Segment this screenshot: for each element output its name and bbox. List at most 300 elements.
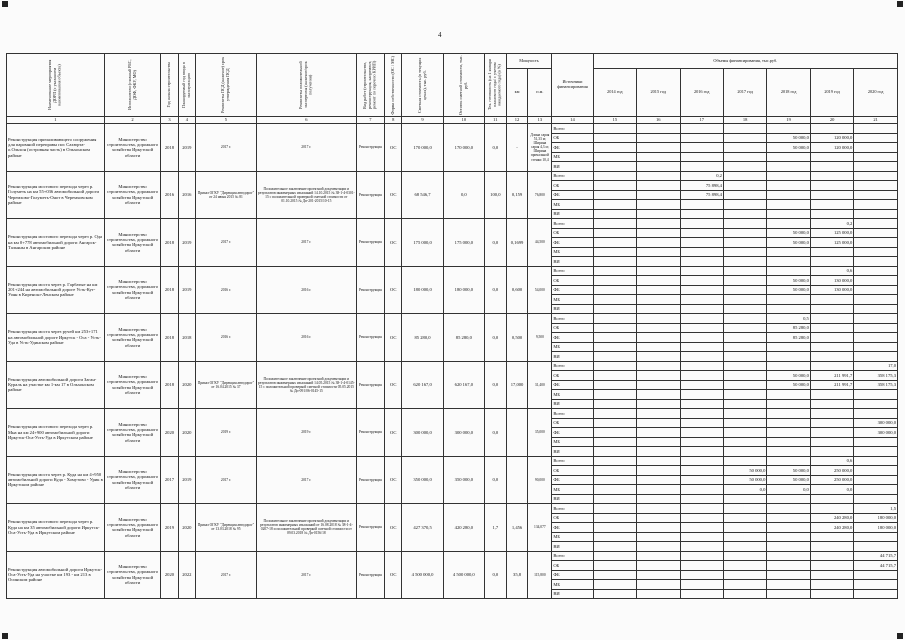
funding-value <box>767 219 810 229</box>
funding-value <box>854 228 898 238</box>
executor: Министерство строительства, дорожного хозяйства Иркутской области <box>104 361 160 409</box>
funding-value <box>680 561 723 571</box>
funding-value <box>680 162 723 172</box>
funding-value <box>723 380 766 390</box>
funding-value <box>637 437 680 447</box>
funding-value <box>637 209 680 219</box>
funding-value <box>637 333 680 343</box>
table-row <box>7 314 898 324</box>
psd-details: 2019 г. <box>196 409 257 457</box>
funding-value <box>767 542 810 552</box>
funding-value: 211 991,7 <box>810 380 853 390</box>
funding-value <box>593 124 636 134</box>
funding-value <box>637 371 680 381</box>
funding-value: 130 000,0 <box>810 276 853 286</box>
funding-value <box>767 200 810 210</box>
funding-value <box>723 342 766 352</box>
funding-value <box>810 181 853 191</box>
table-row <box>7 409 898 419</box>
column-number: 12 <box>506 117 528 124</box>
funding-value <box>680 390 723 400</box>
column-number: 16 <box>637 117 680 124</box>
funding-value: 50 000,0 <box>723 475 766 485</box>
funding-value <box>680 200 723 210</box>
funding-value <box>637 257 680 267</box>
funding-value <box>854 295 898 305</box>
funding-value <box>767 504 810 514</box>
funding-value: 130 000,0 <box>810 285 853 295</box>
readiness: 0,0 <box>484 409 506 457</box>
funding-source-label: ФБ <box>552 143 593 153</box>
table-row <box>7 124 898 134</box>
end-year: 2016 <box>178 171 195 219</box>
funding-value <box>593 361 636 371</box>
funding-value <box>680 257 723 267</box>
funding-value <box>767 589 810 599</box>
funding-value <box>680 485 723 495</box>
funding-value <box>637 418 680 428</box>
funding-value <box>723 181 766 191</box>
psd-details: Приказ ОГКУ "Дирекция автодорог" от 13.03.2018 № 95 <box>196 504 257 552</box>
funding-value <box>637 295 680 305</box>
remaining-cost: 0,0 <box>443 171 484 219</box>
funding-source-label: МБ <box>552 532 593 542</box>
funding-value <box>637 124 680 134</box>
funding-value <box>593 551 636 561</box>
funding-value <box>854 532 898 542</box>
funding-value <box>767 456 810 466</box>
funding-value <box>767 570 810 580</box>
funding-value <box>680 399 723 409</box>
column-number: 1 <box>7 117 105 124</box>
table-row <box>7 171 898 181</box>
funding-value <box>680 475 723 485</box>
funding-value <box>680 314 723 324</box>
work-type: Реконструкция <box>356 456 384 504</box>
funding-source-label: ВИ <box>552 399 593 409</box>
psd-details: Приказ ОГКУ "Дирекция автодорог" от 16.04.2015 № 37 <box>196 361 257 409</box>
funding-value: 180 000,0 <box>854 523 898 533</box>
funding-value <box>593 238 636 248</box>
funding-value: 17,0 <box>854 361 898 371</box>
funding-value <box>767 171 810 181</box>
funding-value <box>767 247 810 257</box>
funding-value <box>810 190 853 200</box>
ownership: ОС <box>385 361 402 409</box>
col-header-pm: п.м. <box>528 69 552 117</box>
funding-value <box>637 238 680 248</box>
funding-value <box>810 580 853 590</box>
estimated-cost: 4 500 000,0 <box>402 551 443 599</box>
funding-value <box>593 466 636 476</box>
funding-value <box>723 257 766 267</box>
remaining-cost: 175 000,0 <box>443 219 484 267</box>
funding-value <box>680 428 723 438</box>
funding-value <box>680 143 723 153</box>
funding-value <box>810 162 853 172</box>
column-number: 8 <box>385 117 402 124</box>
funding-value <box>810 570 853 580</box>
funding-value <box>637 190 680 200</box>
col-header-year: 2018 год <box>767 69 810 117</box>
ownership: ОС <box>385 124 402 172</box>
funding-source-label: ФБ <box>552 380 593 390</box>
funding-value <box>854 181 898 191</box>
funding-value <box>854 342 898 352</box>
funding-value: 50 000,0 <box>767 285 810 295</box>
capacity-pm: Длина сарая 51,33 м; Ширина сарая 4,3 м; Ширина причальной стенки 10,4 <box>528 124 552 172</box>
funding-value <box>810 295 853 305</box>
funding-value <box>723 570 766 580</box>
funding-value <box>637 580 680 590</box>
column-number: 19 <box>767 117 810 124</box>
work-type: Реконструкция <box>356 361 384 409</box>
scan-mark <box>897 1 903 7</box>
funding-value <box>637 551 680 561</box>
funding-value <box>593 589 636 599</box>
funding-value <box>593 266 636 276</box>
funding-source-label: ВИ <box>552 209 593 219</box>
col-header-rest: Остаток сметной стоимости, тыс. руб. <box>443 54 484 117</box>
funding-value <box>723 152 766 162</box>
funding-value <box>854 475 898 485</box>
funding-value <box>854 409 898 419</box>
funding-value <box>680 152 723 162</box>
funding-value <box>723 124 766 134</box>
readiness: 0,0 <box>484 266 506 314</box>
column-number: 7 <box>356 117 384 124</box>
estimated-cost: 175 000,0 <box>402 219 443 267</box>
project-name: Реконструкция моста через ручей км 253+171 на автомобильной дороге Иркутск - Оса - Усть-Уда в Усть-Удинском районе <box>7 314 105 362</box>
expertise-details: 2016 г. <box>256 314 356 362</box>
col-header-year: 2015 год <box>637 69 680 117</box>
column-number: 6 <box>256 117 356 124</box>
column-number: 17 <box>680 117 723 124</box>
funding-value <box>810 504 853 514</box>
work-type: Реконструкция <box>356 266 384 314</box>
funding-value <box>854 124 898 134</box>
funding-value <box>593 513 636 523</box>
funding-value: 50 000,0 <box>767 238 810 248</box>
psd-details: 2017 г. <box>196 551 257 599</box>
col-header-readiness: Тех. готовность (на 1 января планового года/ с учетом ожидаемого года) (в %) <box>484 54 506 117</box>
ownership: ОС <box>385 456 402 504</box>
funding-value <box>680 266 723 276</box>
funding-value <box>637 542 680 552</box>
work-type: Реконструкция <box>356 504 384 552</box>
column-number: 15 <box>593 117 636 124</box>
funding-value <box>593 143 636 153</box>
funding-source-label: МБ <box>552 390 593 400</box>
funding-value <box>680 570 723 580</box>
funding-source-label: ОБ <box>552 371 593 381</box>
funding-value <box>767 181 810 191</box>
funding-value <box>637 380 680 390</box>
funding-source-label: Всего <box>552 171 593 181</box>
funding-value <box>723 399 766 409</box>
funding-value <box>723 371 766 381</box>
funding-value <box>637 570 680 580</box>
funding-value <box>810 171 853 181</box>
funding-value <box>680 133 723 143</box>
funding-source-label: ОБ <box>552 466 593 476</box>
funding-value <box>593 418 636 428</box>
funding-value <box>680 523 723 533</box>
executor: Министерство строительства, дорожного хозяйства Иркутской области <box>104 266 160 314</box>
funding-source-label: Всего <box>552 456 593 466</box>
funding-source-label: ФБ <box>552 570 593 580</box>
funding-source-label: МБ <box>552 200 593 210</box>
funding-value: 358 175,3 <box>854 371 898 381</box>
funding-value: 120 000,0 <box>810 143 853 153</box>
column-number: 13 <box>528 117 552 124</box>
col-header-name: Наименование мероприятия ДОРП (с указанием наименования объекта) <box>7 54 105 117</box>
psd-details: 2016 г. <box>196 266 257 314</box>
funding-value <box>723 333 766 343</box>
work-type: Реконструкция <box>356 409 384 457</box>
funding-value <box>767 304 810 314</box>
col-header-psd: Реквизиты ПСД (наличие) срок утверждения ПСД <box>196 54 257 117</box>
col-header-cost: Сметная стоимость (в текущих ценах), тыс. руб. <box>402 54 443 117</box>
funding-value <box>767 361 810 371</box>
funding-value: 120 000,0 <box>810 133 853 143</box>
funding-value <box>637 247 680 257</box>
funding-value: 0,6 <box>810 266 853 276</box>
funding-value <box>810 589 853 599</box>
funding-value <box>854 333 898 343</box>
column-number: 18 <box>723 117 766 124</box>
funding-source-label: Всего <box>552 409 593 419</box>
funding-value <box>723 295 766 305</box>
funding-value <box>723 542 766 552</box>
capacity-pm: 115,800 <box>528 551 552 599</box>
remaining-cost: 420 280,0 <box>443 504 484 552</box>
remaining-cost: 170 000,0 <box>443 124 484 172</box>
funding-value <box>680 542 723 552</box>
funding-value <box>680 437 723 447</box>
capacity-km <box>506 456 528 504</box>
funding-value <box>593 399 636 409</box>
funding-value <box>810 304 853 314</box>
funding-value <box>854 257 898 267</box>
funding-value <box>637 456 680 466</box>
funding-value <box>854 276 898 286</box>
funding-value <box>723 589 766 599</box>
funding-value <box>723 428 766 438</box>
funding-value: 211 991,7 <box>810 371 853 381</box>
start-year: 2016 <box>161 171 178 219</box>
work-type: Реконструкция <box>356 314 384 362</box>
psd-details: 2017 г. <box>196 219 257 267</box>
funding-value: 125 000,0 <box>810 228 853 238</box>
executor: Министерство строительства, дорожного хозяйства Иркутской области <box>104 314 160 362</box>
funding-value <box>637 466 680 476</box>
funding-value <box>680 494 723 504</box>
funding-source-label: Всего <box>552 124 593 134</box>
capacity-pm: 54,000 <box>528 266 552 314</box>
funding-source-label: МБ <box>552 247 593 257</box>
col-header-executor: Исполнители (главный РБС, ДОФ, ФКУ, МО) <box>104 54 160 117</box>
funding-value <box>810 314 853 324</box>
column-number: 2 <box>104 117 160 124</box>
capacity-pm: 134,077 <box>528 504 552 552</box>
funding-source-label: МБ <box>552 342 593 352</box>
funding-value <box>637 285 680 295</box>
funding-value <box>680 589 723 599</box>
funding-source-label: ОБ <box>552 418 593 428</box>
funding-source-label: ФБ <box>552 523 593 533</box>
remaining-cost: 85 280,0 <box>443 314 484 362</box>
funding-value <box>593 352 636 362</box>
funding-source-label: ОБ <box>552 181 593 191</box>
table-row <box>7 456 898 466</box>
funding-source-label: ОБ <box>552 133 593 143</box>
funding-value: 300 000,0 <box>854 418 898 428</box>
capacity-km: 0,500 <box>506 314 528 362</box>
funding-value <box>854 580 898 590</box>
estimated-cost: 350 000,0 <box>402 456 443 504</box>
funding-value <box>810 428 853 438</box>
funding-value <box>637 162 680 172</box>
funding-value <box>723 456 766 466</box>
start-year: 2018 <box>161 219 178 267</box>
table-row <box>7 219 898 229</box>
funding-source-label: ФБ <box>552 428 593 438</box>
end-year: 2020 <box>178 361 195 409</box>
funding-value: 250 000,0 <box>810 466 853 476</box>
funding-value <box>723 133 766 143</box>
funding-value <box>767 428 810 438</box>
remaining-cost: 350 000,0 <box>443 456 484 504</box>
readiness: 1,7 <box>484 504 506 552</box>
funding-value <box>593 323 636 333</box>
capacity-km: 0,159 <box>506 171 528 219</box>
funding-value <box>854 209 898 219</box>
funding-value <box>593 475 636 485</box>
funding-value <box>767 409 810 419</box>
funding-value <box>723 361 766 371</box>
funding-value <box>680 580 723 590</box>
funding-value <box>637 228 680 238</box>
estimated-cost: 170 000,0 <box>402 124 443 172</box>
project-name: Реконструкция моста через р. Куда на км 4+950 автомобильной дороги Куда - Хомутово - Урик в Иркутском районе <box>7 456 105 504</box>
funding-value <box>593 209 636 219</box>
funding-value <box>680 342 723 352</box>
funding-value <box>854 133 898 143</box>
funding-value <box>637 390 680 400</box>
funding-value <box>637 266 680 276</box>
funding-value <box>680 361 723 371</box>
funding-value <box>810 152 853 162</box>
estimated-cost: 620 167,0 <box>402 361 443 409</box>
funding-value <box>680 228 723 238</box>
funding-value <box>637 561 680 571</box>
expertise-details: 2017 г. <box>256 124 356 172</box>
funding-value <box>767 257 810 267</box>
readiness: 0,0 <box>484 456 506 504</box>
funding-value <box>810 418 853 428</box>
executor: Министерство строительства, дорожного хозяйства Иркутской области <box>104 124 160 172</box>
ownership: ОС <box>385 171 402 219</box>
funding-value: 50 000,0 <box>723 466 766 476</box>
readiness: 0,0 <box>484 314 506 362</box>
funding-value <box>680 409 723 419</box>
funding-value <box>854 399 898 409</box>
funding-value <box>723 162 766 172</box>
funding-value <box>593 200 636 210</box>
capacity-km: 35,8 <box>506 551 528 599</box>
funding-value <box>593 494 636 504</box>
remaining-cost: 180 000,0 <box>443 266 484 314</box>
end-year: 2019 <box>178 124 195 172</box>
funding-value <box>854 447 898 457</box>
funding-value <box>593 190 636 200</box>
funding-value <box>593 532 636 542</box>
scan-mark <box>2 1 8 7</box>
project-name: Реконструкция мостового перехода через р. Куда на км 35 автомобильной дороги Иркутск-Оса-Усть-Уда в Иркутском районе <box>7 504 105 552</box>
funding-value <box>767 494 810 504</box>
funding-value <box>637 352 680 362</box>
funding-value <box>637 513 680 523</box>
funding-value <box>637 143 680 153</box>
column-number: 10 <box>443 117 484 124</box>
funding-value <box>593 152 636 162</box>
page-number: 4 <box>438 31 442 39</box>
funding-value <box>810 200 853 210</box>
capacity-pm: 31,400 <box>528 361 552 409</box>
funding-value: 240 280,0 <box>810 523 853 533</box>
start-year: 2017 <box>161 456 178 504</box>
funding-value <box>767 209 810 219</box>
funding-value <box>767 342 810 352</box>
col-header-year: 2014 год <box>593 69 636 117</box>
funding-value <box>723 143 766 153</box>
funding-value <box>854 143 898 153</box>
funding-value <box>723 437 766 447</box>
end-year: 2020 <box>178 409 195 457</box>
funding-value <box>593 485 636 495</box>
funding-value <box>593 456 636 466</box>
funding-value: 75 898,4 <box>680 181 723 191</box>
funding-value: 0,5 <box>767 314 810 324</box>
funding-value <box>593 257 636 267</box>
project-name: Реконструкция мостового перехода через р. Ода на км 0+778 автомобильной дороги Ангарск-Тальяны в Ангарском районе <box>7 219 105 267</box>
funding-value <box>767 418 810 428</box>
funding-value <box>593 523 636 533</box>
funding-source-label: Всего <box>552 361 593 371</box>
capacity-pm: 9,500 <box>528 314 552 362</box>
funding-source-label: МБ <box>552 437 593 447</box>
column-number: 3 <box>161 117 178 124</box>
project-name: Реконструкция автомобильной дороги Иркутск-Оса-Усть-Уда на участке км 193 - км 213 в Осинском районе <box>7 551 105 599</box>
project-name: Реконструкция мостового перехода через р. Голуметь на км 55+036 автомобильной дороги Черемхово-Голуметь-Онот в Черемховском районе <box>7 171 105 219</box>
funding-value <box>637 485 680 495</box>
funding-value: 1,5 <box>854 504 898 514</box>
funding-value <box>723 447 766 457</box>
capacity-km: 0,1699 <box>506 219 528 267</box>
executor: Министерство строительства, дорожного хозяйства Иркутской области <box>104 456 160 504</box>
estimated-cost: 300 000,0 <box>402 409 443 457</box>
end-year: 2019 <box>178 266 195 314</box>
ownership: ОС <box>385 409 402 457</box>
expertise-details: 2017 г. <box>256 456 356 504</box>
psd-details: 2016 г. <box>196 314 257 362</box>
funding-value: 358 175,3 <box>854 380 898 390</box>
ownership: ОС <box>385 219 402 267</box>
col-header-sources: Источники финансирования <box>552 54 593 117</box>
funding-value <box>854 304 898 314</box>
funding-value <box>767 532 810 542</box>
